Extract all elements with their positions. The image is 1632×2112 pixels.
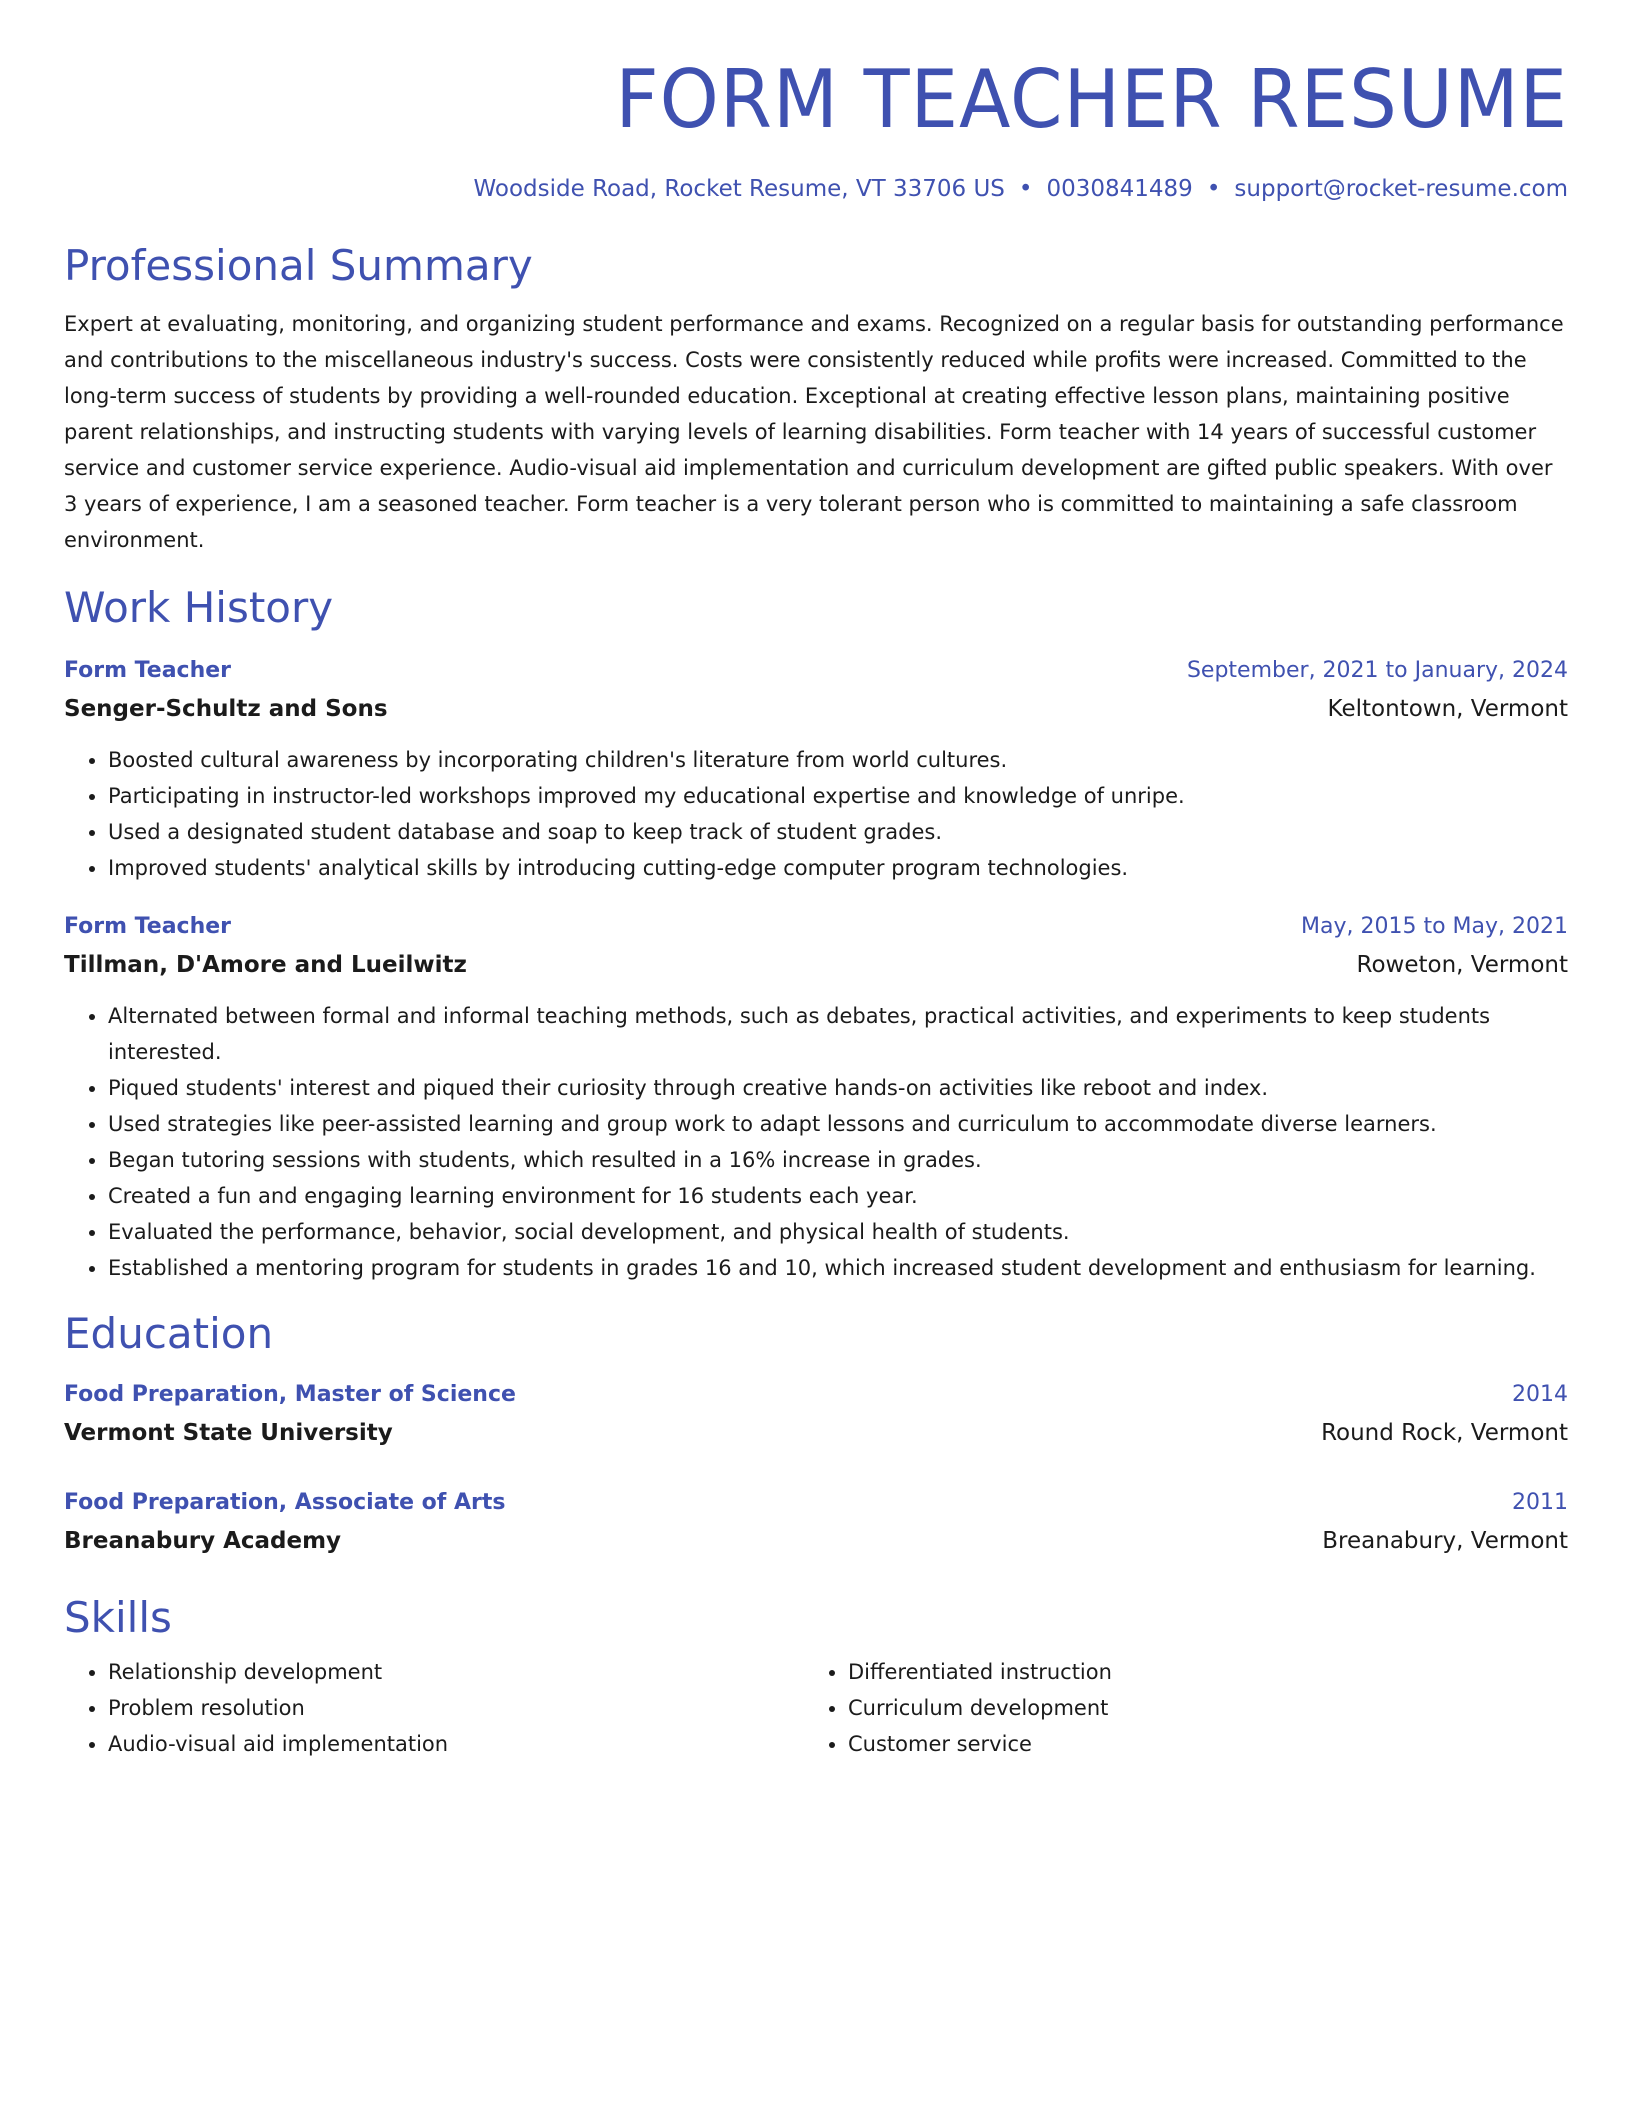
section-title-summary: Professional Summary — [64, 241, 533, 290]
job-dates: September, 2021 to January, 2024 — [1186, 658, 1568, 683]
resume-header — [64, 52, 1568, 204]
list-item: • Created a fun and engaging learning environment for 16 students each year. — [108, 1178, 1568, 1214]
education-location: Breanabury, Vermont — [1322, 1528, 1568, 1554]
skill-item: • Differentiated instruction — [848, 1654, 1544, 1690]
list-item: • Evaluated the performance, behavior, social development, and physical health of students. — [108, 1214, 1568, 1250]
education-entry — [64, 1484, 1568, 1560]
section-title-education: Education — [64, 1309, 274, 1358]
contact-separator: • — [1206, 176, 1221, 202]
job-location: Roweton, Vermont — [1356, 952, 1568, 978]
contact-phone: 0030841489 — [1046, 176, 1193, 202]
contact-separator: • — [1018, 176, 1033, 202]
contact-email: support@rocket-resume.com — [1234, 176, 1568, 202]
education-location: Round Rock, Vermont — [1321, 1420, 1568, 1446]
job-bullets — [64, 998, 1568, 1286]
section-title-work-history: Work History — [64, 583, 334, 632]
list-item: • Piqued students' interest and piqued their curiosity through creative hands-on activities like reboot and index. — [108, 1070, 1568, 1106]
job-role: Form Teacher — [64, 914, 232, 939]
job-entry — [64, 652, 1568, 886]
education-entry — [64, 1376, 1568, 1452]
skill-item: • Customer service — [848, 1726, 1544, 1762]
contact-address: Woodside Road, Rocket Resume, VT 33706 US — [473, 176, 1005, 202]
summary-text: Expert at evaluating, monitoring, and organizing student performance and exams. Recognized on a regular basis for outstanding performance and contributions to the miscellaneous industry's success. Costs were consistently reduced while profits were increased. Committed to the long-term success of students by providing a well-rounded education. Exceptional at creating effective lesson plans, maintaining positive parent relationships, and instructing students with varying levels of learning disabilities. Form teacher with 14 years of successful customer service and customer service experience. Audio-visual aid implementation and curriculum development are gifted public speakers. With over 3 years of experience, I am a seasoned teacher. Form teacher is a very tolerant person who is committed to maintaining a safe classroom environment. — [64, 312, 1564, 552]
section-title-skills: Skills — [64, 1593, 172, 1642]
job-entry — [64, 908, 1568, 1286]
contact-line — [64, 174, 1568, 204]
job-role: Form Teacher — [64, 658, 232, 683]
resume-title: FORM TEACHER RESUME — [615, 53, 1568, 146]
skill-item: • Audio-visual aid implementation — [108, 1726, 804, 1762]
job-location: Keltontown, Vermont — [1327, 696, 1568, 722]
skill-item: • Problem resolution — [108, 1690, 804, 1726]
education-school: Breanabury Academy — [64, 1528, 342, 1554]
job-dates: May, 2015 to May, 2021 — [1301, 914, 1568, 939]
education-degree: Food Preparation, Master of Science — [64, 1382, 516, 1407]
list-item: • Improved students' analytical skills by introducing cutting-edge computer program technologies. — [108, 850, 1568, 886]
skills-column-right — [804, 1654, 1544, 1762]
skill-item: • Curriculum development — [848, 1690, 1544, 1726]
list-item: • Used a designated student database and soap to keep track of student grades. — [108, 814, 1568, 850]
education-year: 2014 — [1512, 1382, 1568, 1407]
list-item: • Began tutoring sessions with students, which resulted in a 16% increase in grades. — [108, 1142, 1568, 1178]
list-item: • Boosted cultural awareness by incorporating children's literature from world cultures. — [108, 742, 1568, 778]
job-company: Tillman, D'Amore and Lueilwitz — [64, 952, 467, 978]
education-year: 2011 — [1512, 1490, 1568, 1515]
job-company: Senger-Schultz and Sons — [64, 696, 388, 722]
list-item: • Participating in instructor-led workshops improved my educational expertise and knowledge of unripe. — [108, 778, 1568, 814]
list-item: • Used strategies like peer-assisted learning and group work to adapt lessons and curriculum to accommodate diverse learners. — [108, 1106, 1568, 1142]
list-item: • Established a mentoring program for students in grades 16 and 10, which increased student development and enthusiasm for learning. — [108, 1250, 1568, 1286]
skills-column-left — [64, 1654, 804, 1762]
job-bullets — [64, 742, 1568, 886]
education-school: Vermont State University — [64, 1420, 393, 1446]
education-degree: Food Preparation, Associate of Arts — [64, 1490, 506, 1515]
skill-item: • Relationship development — [108, 1654, 804, 1690]
list-item: • Alternated between formal and informal teaching methods, such as debates, practical activities, and experiments to keep students interested. — [108, 998, 1568, 1070]
skills-list — [64, 1654, 1568, 1762]
